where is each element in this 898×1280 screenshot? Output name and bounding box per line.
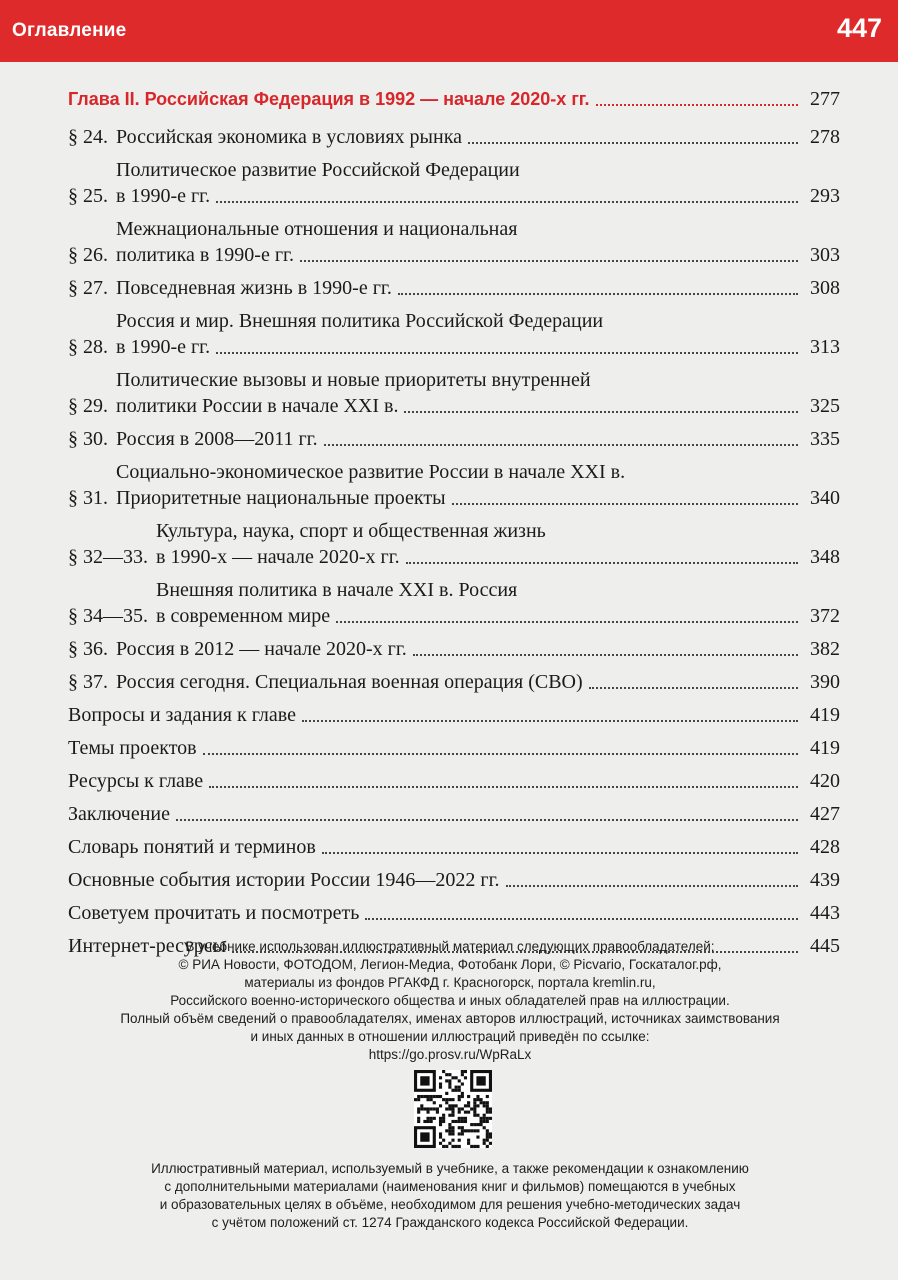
entry-title-line: Политическое развитие Российской Федерации (116, 159, 520, 181)
entry-number: § 26. (68, 244, 108, 266)
entry-title-line: Россия в 2012 — начале 2020-х гг. (116, 638, 407, 660)
toc-entry (68, 459, 840, 511)
dot-leader (203, 753, 798, 755)
dot-leader (209, 786, 798, 788)
table-of-contents (68, 86, 840, 966)
entry-title-line: в 1990-е гг. (116, 336, 211, 358)
chapter-heading (68, 86, 840, 112)
toc-extra-entry (68, 702, 840, 728)
entry-page: 382 (810, 638, 840, 660)
entry-page: 419 (810, 737, 840, 759)
entry-page: 419 (810, 704, 840, 726)
dot-leader (176, 819, 798, 821)
entry-number: § 32—33. (68, 546, 148, 568)
entry-page: 439 (810, 869, 840, 891)
dot-leader (300, 260, 798, 262)
toc-entry (68, 216, 840, 268)
entry-title-line: Основные события истории России 1946—2022 гг. (68, 869, 500, 891)
entry-number: § 25. (68, 185, 108, 207)
toc-entry (68, 518, 840, 570)
dot-leader (452, 503, 798, 505)
entry-page: 420 (810, 770, 840, 792)
entry-title-line: в 1990-х — начале 2020-х гг. (156, 546, 400, 568)
page-header (0, 0, 898, 62)
credits-line: Полный объём сведений о правообладателях, именах авторов иллюстраций, источниках заимствования (120, 1011, 780, 1026)
entry-page: 390 (810, 671, 840, 693)
entry-page: 443 (810, 902, 840, 924)
entry-page: 372 (810, 605, 840, 627)
entry-page: 428 (810, 836, 840, 858)
entry-page: 335 (810, 428, 840, 450)
entry-title-line: в 1990-е гг. (116, 185, 211, 207)
entry-title-line: в современном мире (156, 605, 331, 627)
entry-title-line: Темы проектов (68, 737, 197, 759)
toc-extra-entry (68, 834, 840, 860)
entry-number: § 24. (68, 126, 108, 148)
entry-number: § 28. (68, 336, 108, 358)
entry-title-line: Словарь понятий и терминов (68, 836, 316, 858)
dot-leader (596, 104, 798, 106)
entry-title-line: Приоритетные национальные проекты (116, 487, 446, 509)
dot-leader (506, 885, 798, 887)
credits-line: В учебнике использован иллюстративный материал следующих правообладателей: (185, 939, 715, 954)
entry-title-line: Россия в 2008—2011 гг. (116, 428, 318, 450)
page-number: 447 (836, 13, 882, 43)
entry-title-line: Ресурсы к главе (68, 770, 204, 792)
illustration-credits (100, 938, 800, 1064)
footnote-line: с дополнительными материалами (наименования книг и фильмов) помещаются в учебных (164, 1179, 736, 1194)
toc-extra-entry (68, 801, 840, 827)
toc-entry (68, 275, 840, 301)
credits-line: и иных данных в отношении иллюстраций приведён по ссылке: (250, 1029, 650, 1044)
entry-title-line: Внешняя политика в начале XXI в. Россия (156, 579, 518, 601)
credits-line: © РИА Новости, ФОТОДОМ, Легион-Медиа, Фотобанк Лори, © Picvario, Госкаталог.рф, (178, 957, 722, 972)
credits-link[interactable]: https://go.prosv.ru/WpRaLx (368, 1047, 532, 1062)
toc-extra-entry (68, 735, 840, 761)
dot-leader (216, 352, 798, 354)
entry-title-line: Интернет-ресурсы (68, 935, 227, 957)
entry-title-line: Вопросы и задания к главе (68, 704, 296, 726)
dot-leader (589, 687, 798, 689)
dot-leader (322, 852, 798, 854)
entry-page: 303 (810, 244, 840, 266)
entry-title-line: Межнациональные отношения и национальная (116, 218, 518, 240)
entry-title-line: Россия и мир. Внешняя политика Российской Федерации (116, 310, 604, 332)
entry-number: § 36. (68, 638, 108, 660)
toc-extra-entry (68, 768, 840, 794)
entry-number: § 34—35. (68, 605, 148, 627)
dot-leader (365, 918, 798, 920)
footnote-line: и образовательных целях в объёме, необходимом для решения учебно-методических задач (159, 1197, 741, 1212)
entry-number: § 29. (68, 395, 108, 417)
dot-leader (468, 142, 798, 144)
entry-title-line: политики России в начале XXI в. (116, 395, 399, 417)
entry-page: 325 (810, 395, 840, 417)
entry-page: 277 (810, 88, 840, 110)
entry-title-line: Российская экономика в условиях рынка (116, 126, 462, 148)
toc-entry (68, 636, 840, 662)
entry-page: 445 (810, 935, 840, 957)
entry-title-line: Культура, наука, спорт и общественная жизнь (156, 520, 546, 542)
toc-extra-entry (68, 867, 840, 893)
entry-title-line: политика в 1990-е гг. (116, 244, 294, 266)
toc-entry (68, 426, 840, 452)
entry-title-line: Россия сегодня. Специальная военная операция (СВО) (116, 671, 583, 693)
entry-title-line: Советуем прочитать и посмотреть (68, 902, 360, 924)
entry-number: § 37. (68, 671, 108, 693)
entry-page: 348 (810, 546, 840, 568)
entry-page: 340 (810, 487, 840, 509)
toc-entry (68, 669, 840, 695)
section-title: Оглавление (12, 20, 127, 41)
qr-code-icon (414, 1070, 492, 1148)
dot-leader (302, 720, 798, 722)
dot-leader (413, 654, 798, 656)
toc-entry (68, 367, 840, 419)
toc-entry (68, 124, 840, 150)
legal-footnote (120, 1160, 780, 1232)
footnote-line: с учётом положений ст. 1274 Гражданского кодекса Российской Федерации. (211, 1215, 689, 1230)
entry-title-line: Политические вызовы и новые приоритеты внутренней (116, 369, 591, 391)
dot-leader (404, 411, 798, 413)
dot-leader (336, 621, 798, 623)
entry-number: § 31. (68, 487, 108, 509)
entry-title-line: Социально-экономическое развитие России в начале XXI в. (116, 461, 626, 483)
dot-leader (398, 293, 798, 295)
toc-entry (68, 308, 840, 360)
entry-page: 427 (810, 803, 840, 825)
entry-number: § 30. (68, 428, 108, 450)
entry-title-line: Глава II. Российская Федерация в 1992 — начале 2020-х гг. (68, 89, 590, 109)
footnote-line: Иллюстративный материал, используемый в учебнике, а также рекомендации к ознакомлению (151, 1161, 749, 1176)
dot-leader (324, 444, 798, 446)
entry-title-line: Повседневная жизнь в 1990-е гг. (116, 277, 392, 299)
entry-page: 278 (810, 126, 840, 148)
entry-page: 313 (810, 336, 840, 358)
toc-entry (68, 157, 840, 209)
dot-leader (216, 201, 798, 203)
toc-extra-entry (68, 900, 840, 926)
entry-page: 293 (810, 185, 840, 207)
credits-line: материалы из фондов РГАКФД г. Красногорск, портала kremlin.ru, (244, 975, 656, 990)
toc-entry (68, 577, 840, 629)
entry-page: 308 (810, 277, 840, 299)
entry-title-line: Заключение (68, 803, 170, 825)
credits-line: Российского военно-исторического общества и иных обладателей прав на иллюстрации. (170, 993, 730, 1008)
entry-number: § 27. (68, 277, 108, 299)
dot-leader (406, 562, 798, 564)
